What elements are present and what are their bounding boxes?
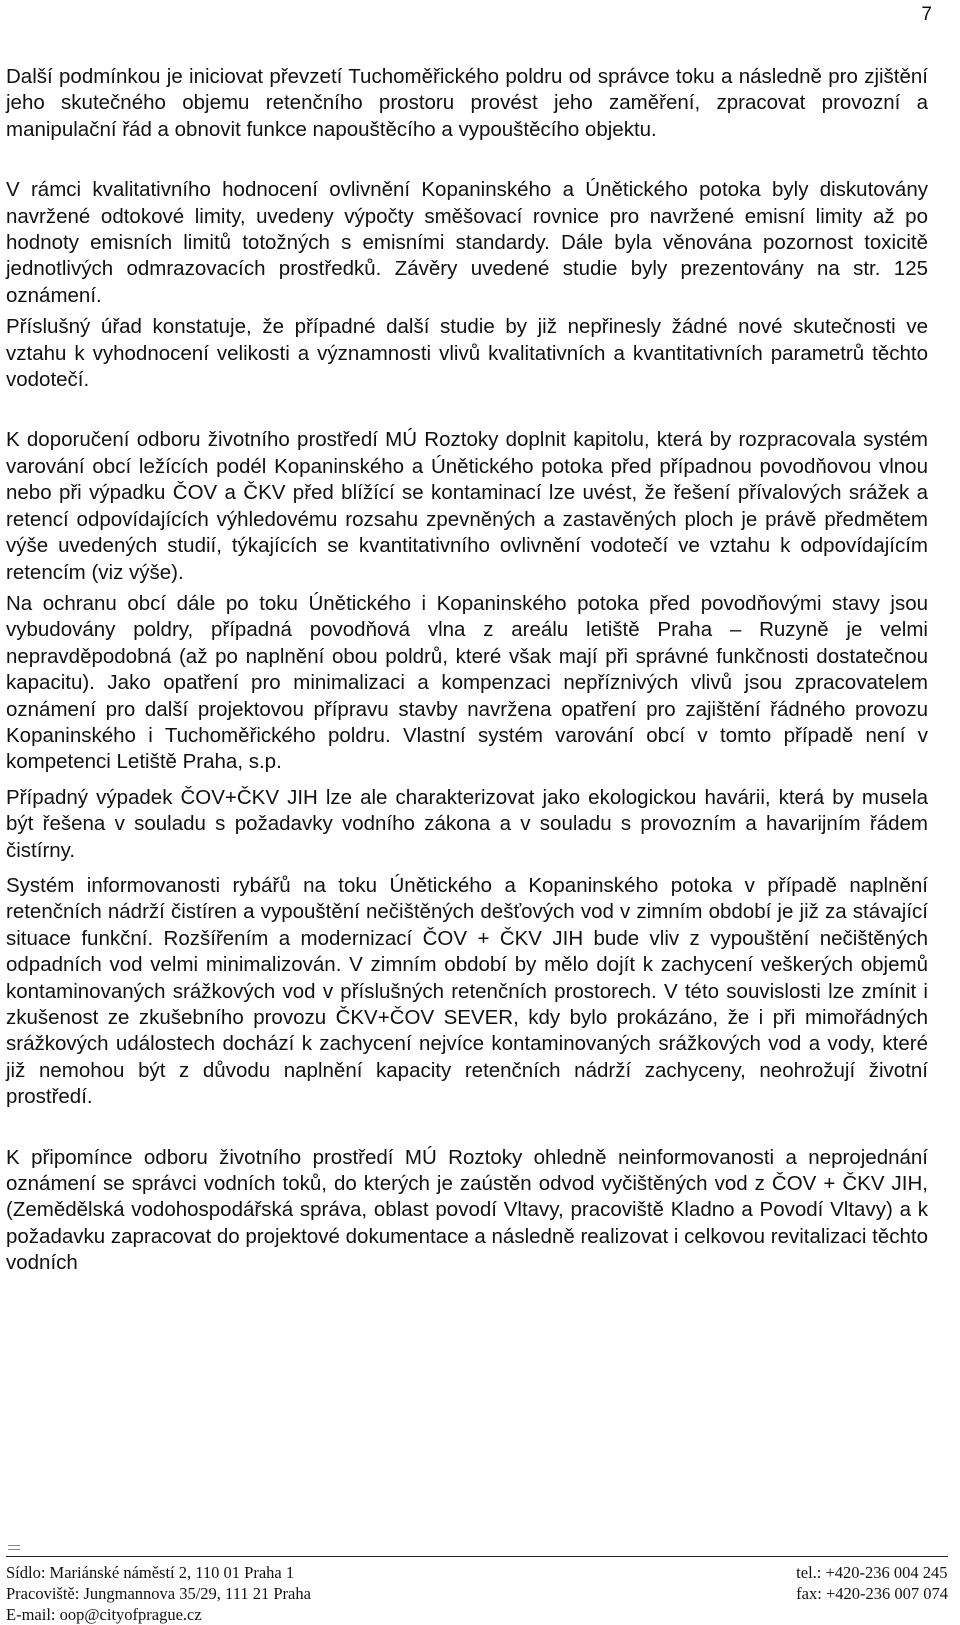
paragraph-6: Případný výpadek ČOV+ČKV JIH lze ale charakterizovat jako ekologickou havárii, která by musela být řešena v souladu s požadavky vodního zákona a v souladu s provozním a havarijním řádem čistírny. <box>6 785 928 862</box>
footer <box>6 1556 948 1625</box>
paragraph-3: Příslušný úřad konstatuje, že případné další studie by již nepřinesly žádné nové skutečnosti ve vztahu k vyhodnocení velikosti a významnosti vlivů kvalitativních a kvantitativních parametrů těchto vodotečí. <box>6 315 928 392</box>
paragraph-5: Na ochranu obcí dále po toku Únětického i Kopaninského potoka před povodňovými stavy jsou vybudovány poldry, případná povodňová vlna z areálu letiště Praha – Ruzyně je velmi nepravděpodobná (až po naplnění obou poldrů, které však mají při správné funkčnosti dostatečnou kapacitu). Jako opatření pro minimalizaci a kompenzaci nepříznivých vlivů jsou zpracovatelem oznámení pro další projektovou přípravu stavby navržena opatření pro zajištění řádného provozu Kopaninského i Tuchoměřického poldru. Vlastní systém varování obcí v tomto případě není v kompetenci Letiště Praha, s.p. <box>6 591 928 774</box>
paragraph-1: Další podmínkou je iniciovat převzetí Tuchoměřického poldru od správce toku a následně pro zjištění jeho skutečného objemu retenčního prostoru provést jeho zaměření, zpracovat provozní a manipulační řád a obnovit funkce napouštěcího a vypouštěcího objektu. <box>6 65 928 141</box>
footer-mark <box>8 1545 20 1550</box>
document-body <box>6 64 928 1286</box>
footer-contact-right <box>796 1562 948 1604</box>
page-number: 7 <box>921 4 932 25</box>
footer-address: Sídlo: Mariánské náměstí 2, 110 01 Praha 1 <box>6 1563 295 1582</box>
footer-workplace: Pracoviště: Jungmannova 35/29, 111 21 Praha <box>6 1584 311 1603</box>
paragraph-8: K připomínce odboru životního prostředí MÚ Roztoky ohledně neinformovanosti a neprojednání oznámení se správci vodních toků, do kterých je zaústěn odvod vyčištěných vod z ČOV + ČKV JIH, (Zemědělská vodohospodářská správa, oblast povodí Vltavy, pracoviště Kladno a Povodí Vltavy) a k požadavku zapracovat do projektové dokumentace a následně realizovat i celkovou revitalizaci těchto vodních <box>6 1145 928 1275</box>
paragraph-4: K doporučení odboru životního prostředí MÚ Roztoky doplnit kapitolu, která by rozpracovala systém varování obcí ležících podél Kopaninského a Únětického potoka před případnou povodňovou vlnou nebo při výpadku ČOV a ČKV před blížící se kontaminací lze uvést, že řešení přívalových srážek a retencí odpovídajících výhledovému rozsahu zpevněných a zastavěných ploch je právě předmětem výše uvedených studií, týkajících se kvantitativního ovlivnění vodotečí ve vztahu k odpovídajícím retencím (viz výše). <box>6 428 928 584</box>
footer-fax: fax: +420-236 007 074 <box>796 1584 948 1603</box>
paragraph-7: Systém informovanosti rybářů na toku Únětického a Kopaninského potoka v případě naplnění retenčních nádrží čistíren a vypouštění nečištěných dešťových vod v zimním období je již za stávající situace funkční. Rozšířením a modernizací ČOV + ČKV JIH bude vliv z vypouštění nečištěných odpadních vod velmi minimalizován. V zimním období by mělo dojít k zachycení veškerých objemů kontaminovaných srážkových vod v příslušných retenčních prostorech. V této souvislosti lze zmínit i zkušenost ze zkušebního provozu ČKV+ČOV SEVER, kdy bylo prokázáno, že i při mimořádných srážkových událostech dochází k zachycení nejvíce kontaminovaných srážkových vod a vody, které již nemohou být z důvodu naplnění kapacity retenčních nádrží zachyceny, neohrožují životní prostředí. <box>6 873 928 1109</box>
paragraph-2: V rámci kvalitativního hodnocení ovlivnění Kopaninského a Únětického potoka byly diskutovány navržené odtokové limity, uvedeny výpočty směšovací rovnice pro navržené emisní limity až po hodnoty emisních limitů totožných s emisními standardy. Dále byla věnována pozornost toxicitě jednotlivých odmrazovacích prostředků. Závěry uvedené studie byly prezentovány na str. 125 oznámení. <box>6 178 928 307</box>
footer-email: E-mail: oop@cityofprague.cz <box>6 1605 202 1624</box>
footer-tel: tel.: +420-236 004 245 <box>796 1563 948 1582</box>
